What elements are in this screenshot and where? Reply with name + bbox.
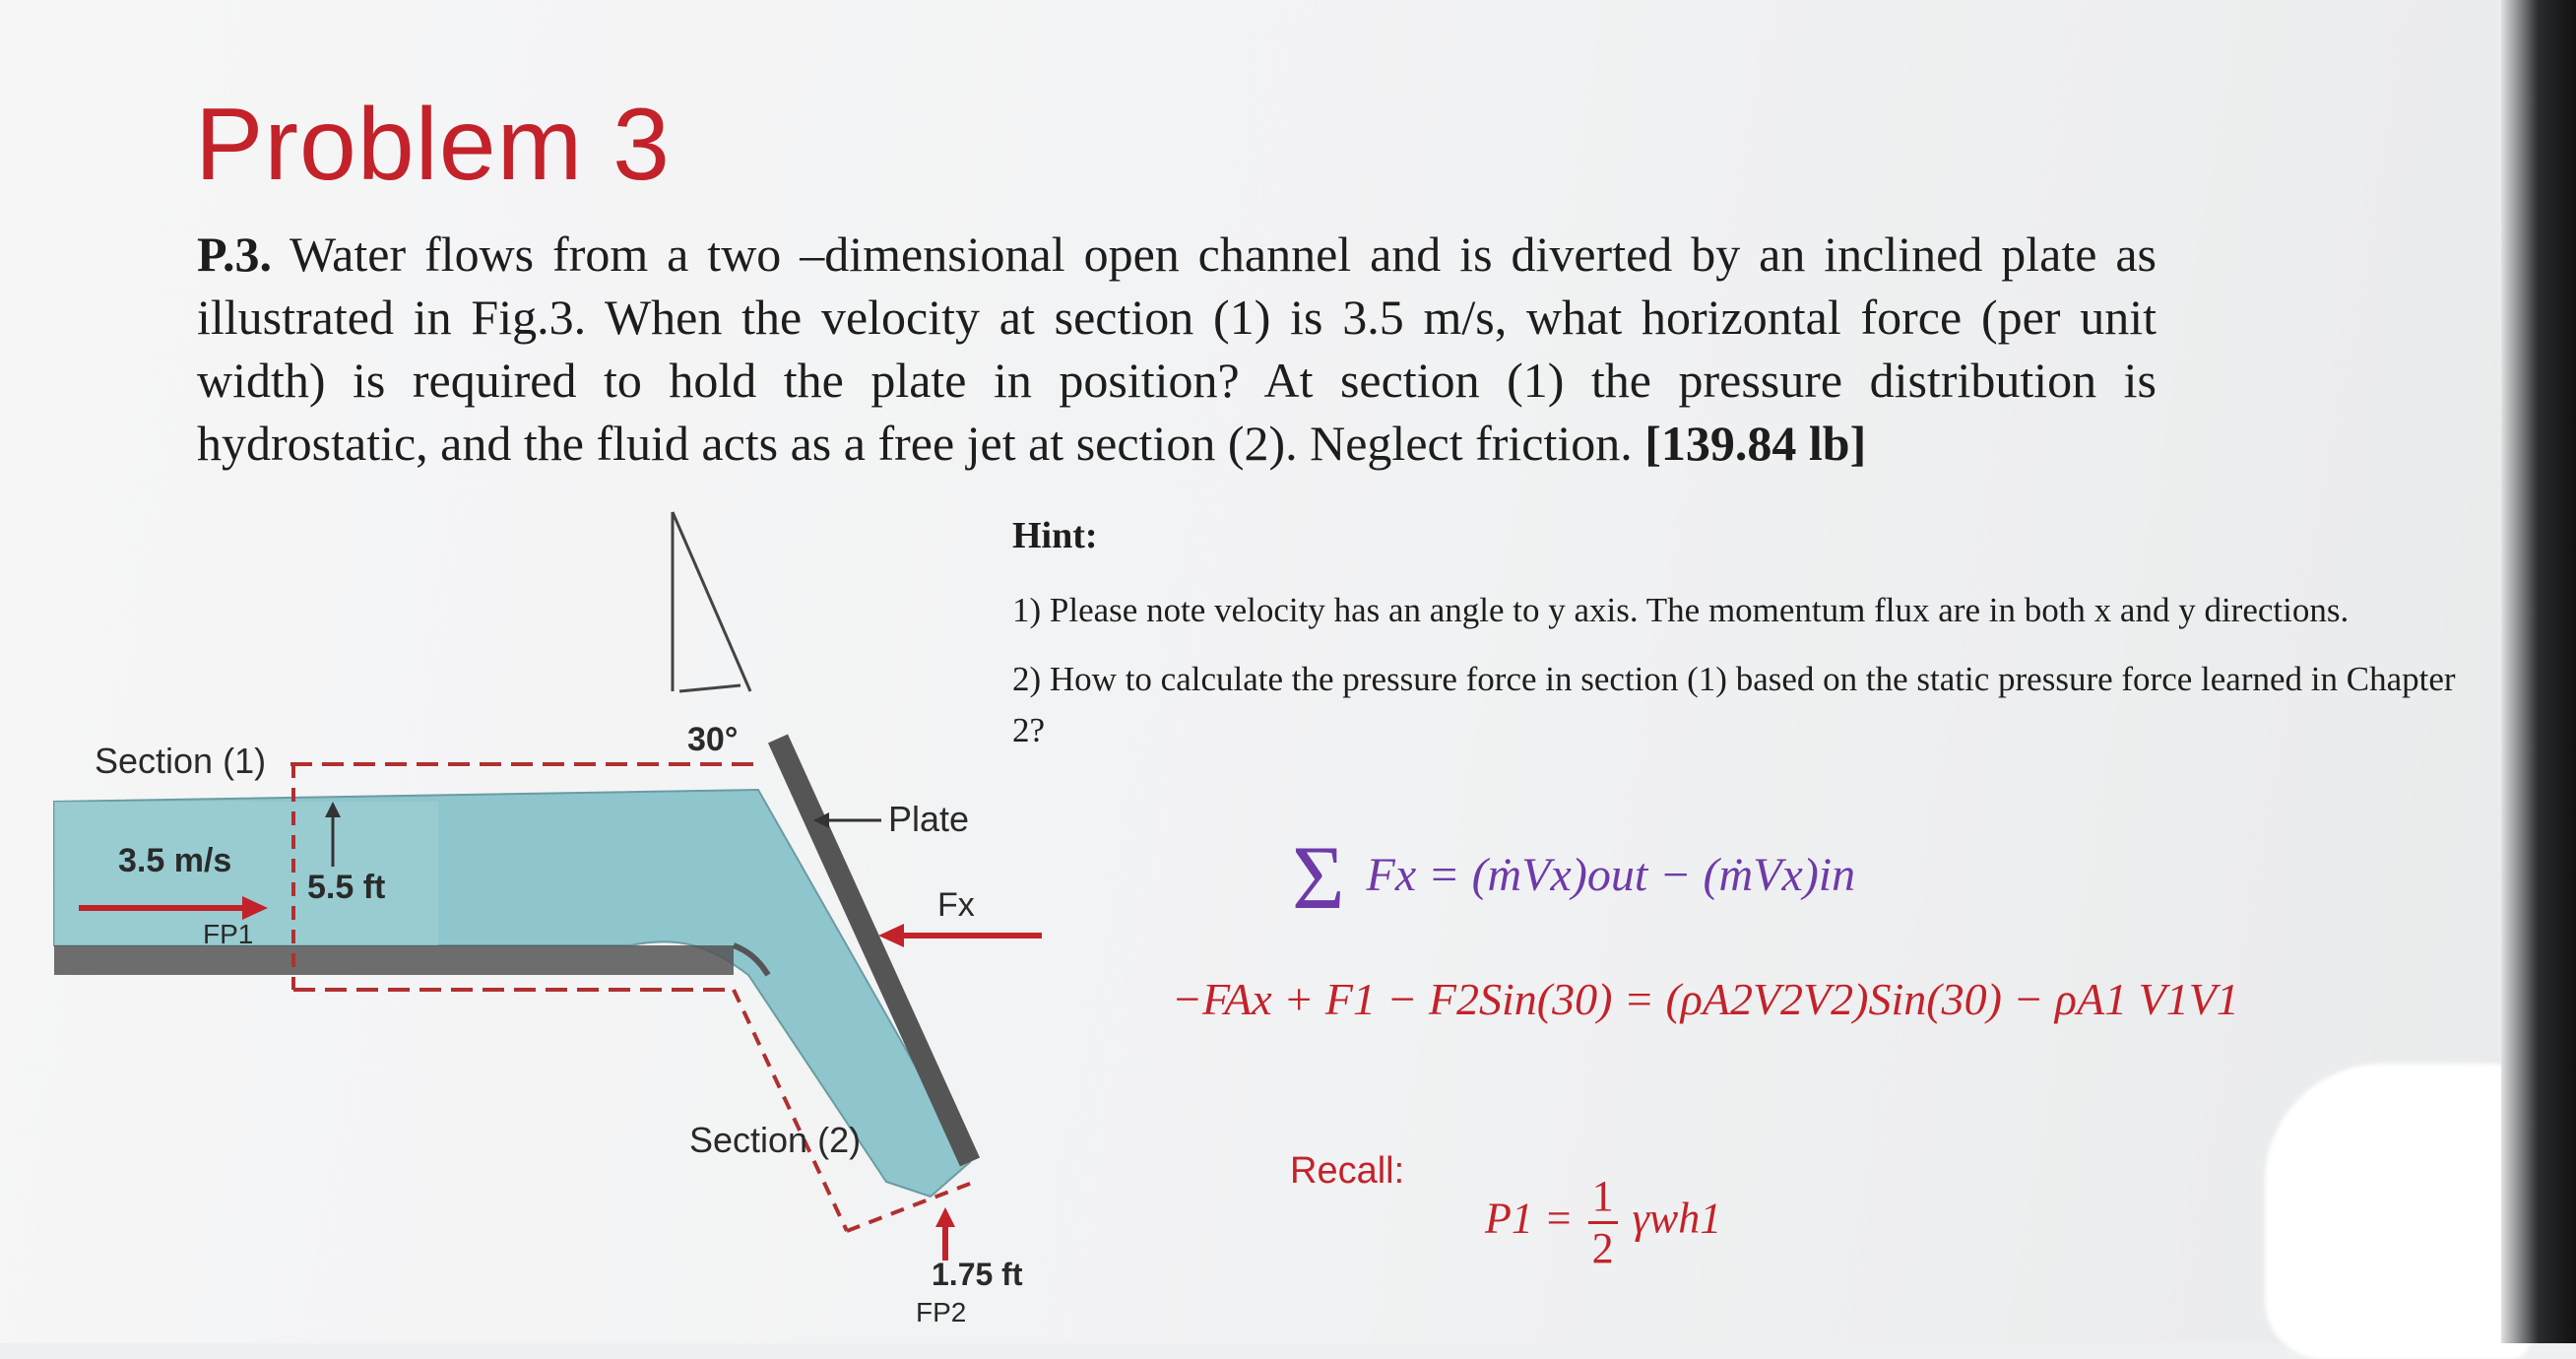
hint-item-1: 1) Please note velocity has an angle to y axis. The momentum flux are in both x and y directions. [1012, 591, 2350, 629]
fraction-numerator: 1 [1588, 1172, 1618, 1224]
angle-arc [679, 685, 741, 691]
problem-answer: [139.84 lb] [1644, 416, 1867, 471]
depth-label: 5.5 ft [307, 869, 386, 906]
thickness-label: 1.75 ft [932, 1257, 1023, 1292]
hint-title: Hint: [1012, 515, 1098, 556]
channel-floor [54, 945, 734, 975]
force-balance-equation: −FAx + F1 − F2Sin(30) = (ρA2V2V2)Sin(30) − ρA1 V1V1 [1172, 974, 2239, 1024]
hint-item-2: 2) How to calculate the pressure force in section (1) based on the static pressure force learned in Chapter 2? [1012, 660, 2456, 749]
fx-label: Fx [937, 886, 975, 924]
problem-number: P.3. [197, 226, 272, 282]
section1-label: Section (1) [95, 741, 267, 781]
pressure-equation [1485, 1172, 1721, 1273]
fp1-label: FP1 [203, 919, 254, 949]
velocity-label: 3.5 m/s [118, 842, 232, 879]
monitor-bezel [2501, 0, 2576, 1343]
recall-label: Recall: [1290, 1150, 1405, 1192]
momentum-equation [1292, 825, 1855, 930]
half-fraction [1588, 1172, 1618, 1273]
momentum-equation-body: Fx = (ṁVx)out − (ṁVx)in [1366, 849, 1856, 901]
page-title: Problem 3 [195, 88, 671, 202]
hint-block [1012, 514, 2470, 774]
fp2-label: FP2 [916, 1297, 967, 1327]
sigma-symbol: Σ [1292, 827, 1345, 928]
problem-text: Water flows from a two –dimensional open channel and is diverted by an inclined plate as illustrated in Fig.3. When the velocity at section (1) is 3.5 m/s, what horizontal force (per unit width) is required to hold the plate in position? At section (1) the pressure distribution is hydrostatic, and the fluid acts as a free jet at section (2). Neglect friction. [197, 226, 2157, 471]
problem-statement [197, 223, 2157, 475]
fp2-arrowhead [935, 1207, 955, 1227]
reference-slope [673, 512, 750, 691]
angle-label: 30° [687, 721, 739, 758]
plate-label: Plate [888, 799, 970, 839]
pressure-rhs: γwh1 [1632, 1194, 1722, 1243]
channel-figure [0, 473, 1103, 1343]
screen-glare [2265, 1064, 2531, 1359]
section2-label: Section (2) [689, 1120, 862, 1160]
fraction-denominator: 2 [1591, 1224, 1614, 1272]
pressure-lhs: P1 = [1485, 1194, 1574, 1243]
